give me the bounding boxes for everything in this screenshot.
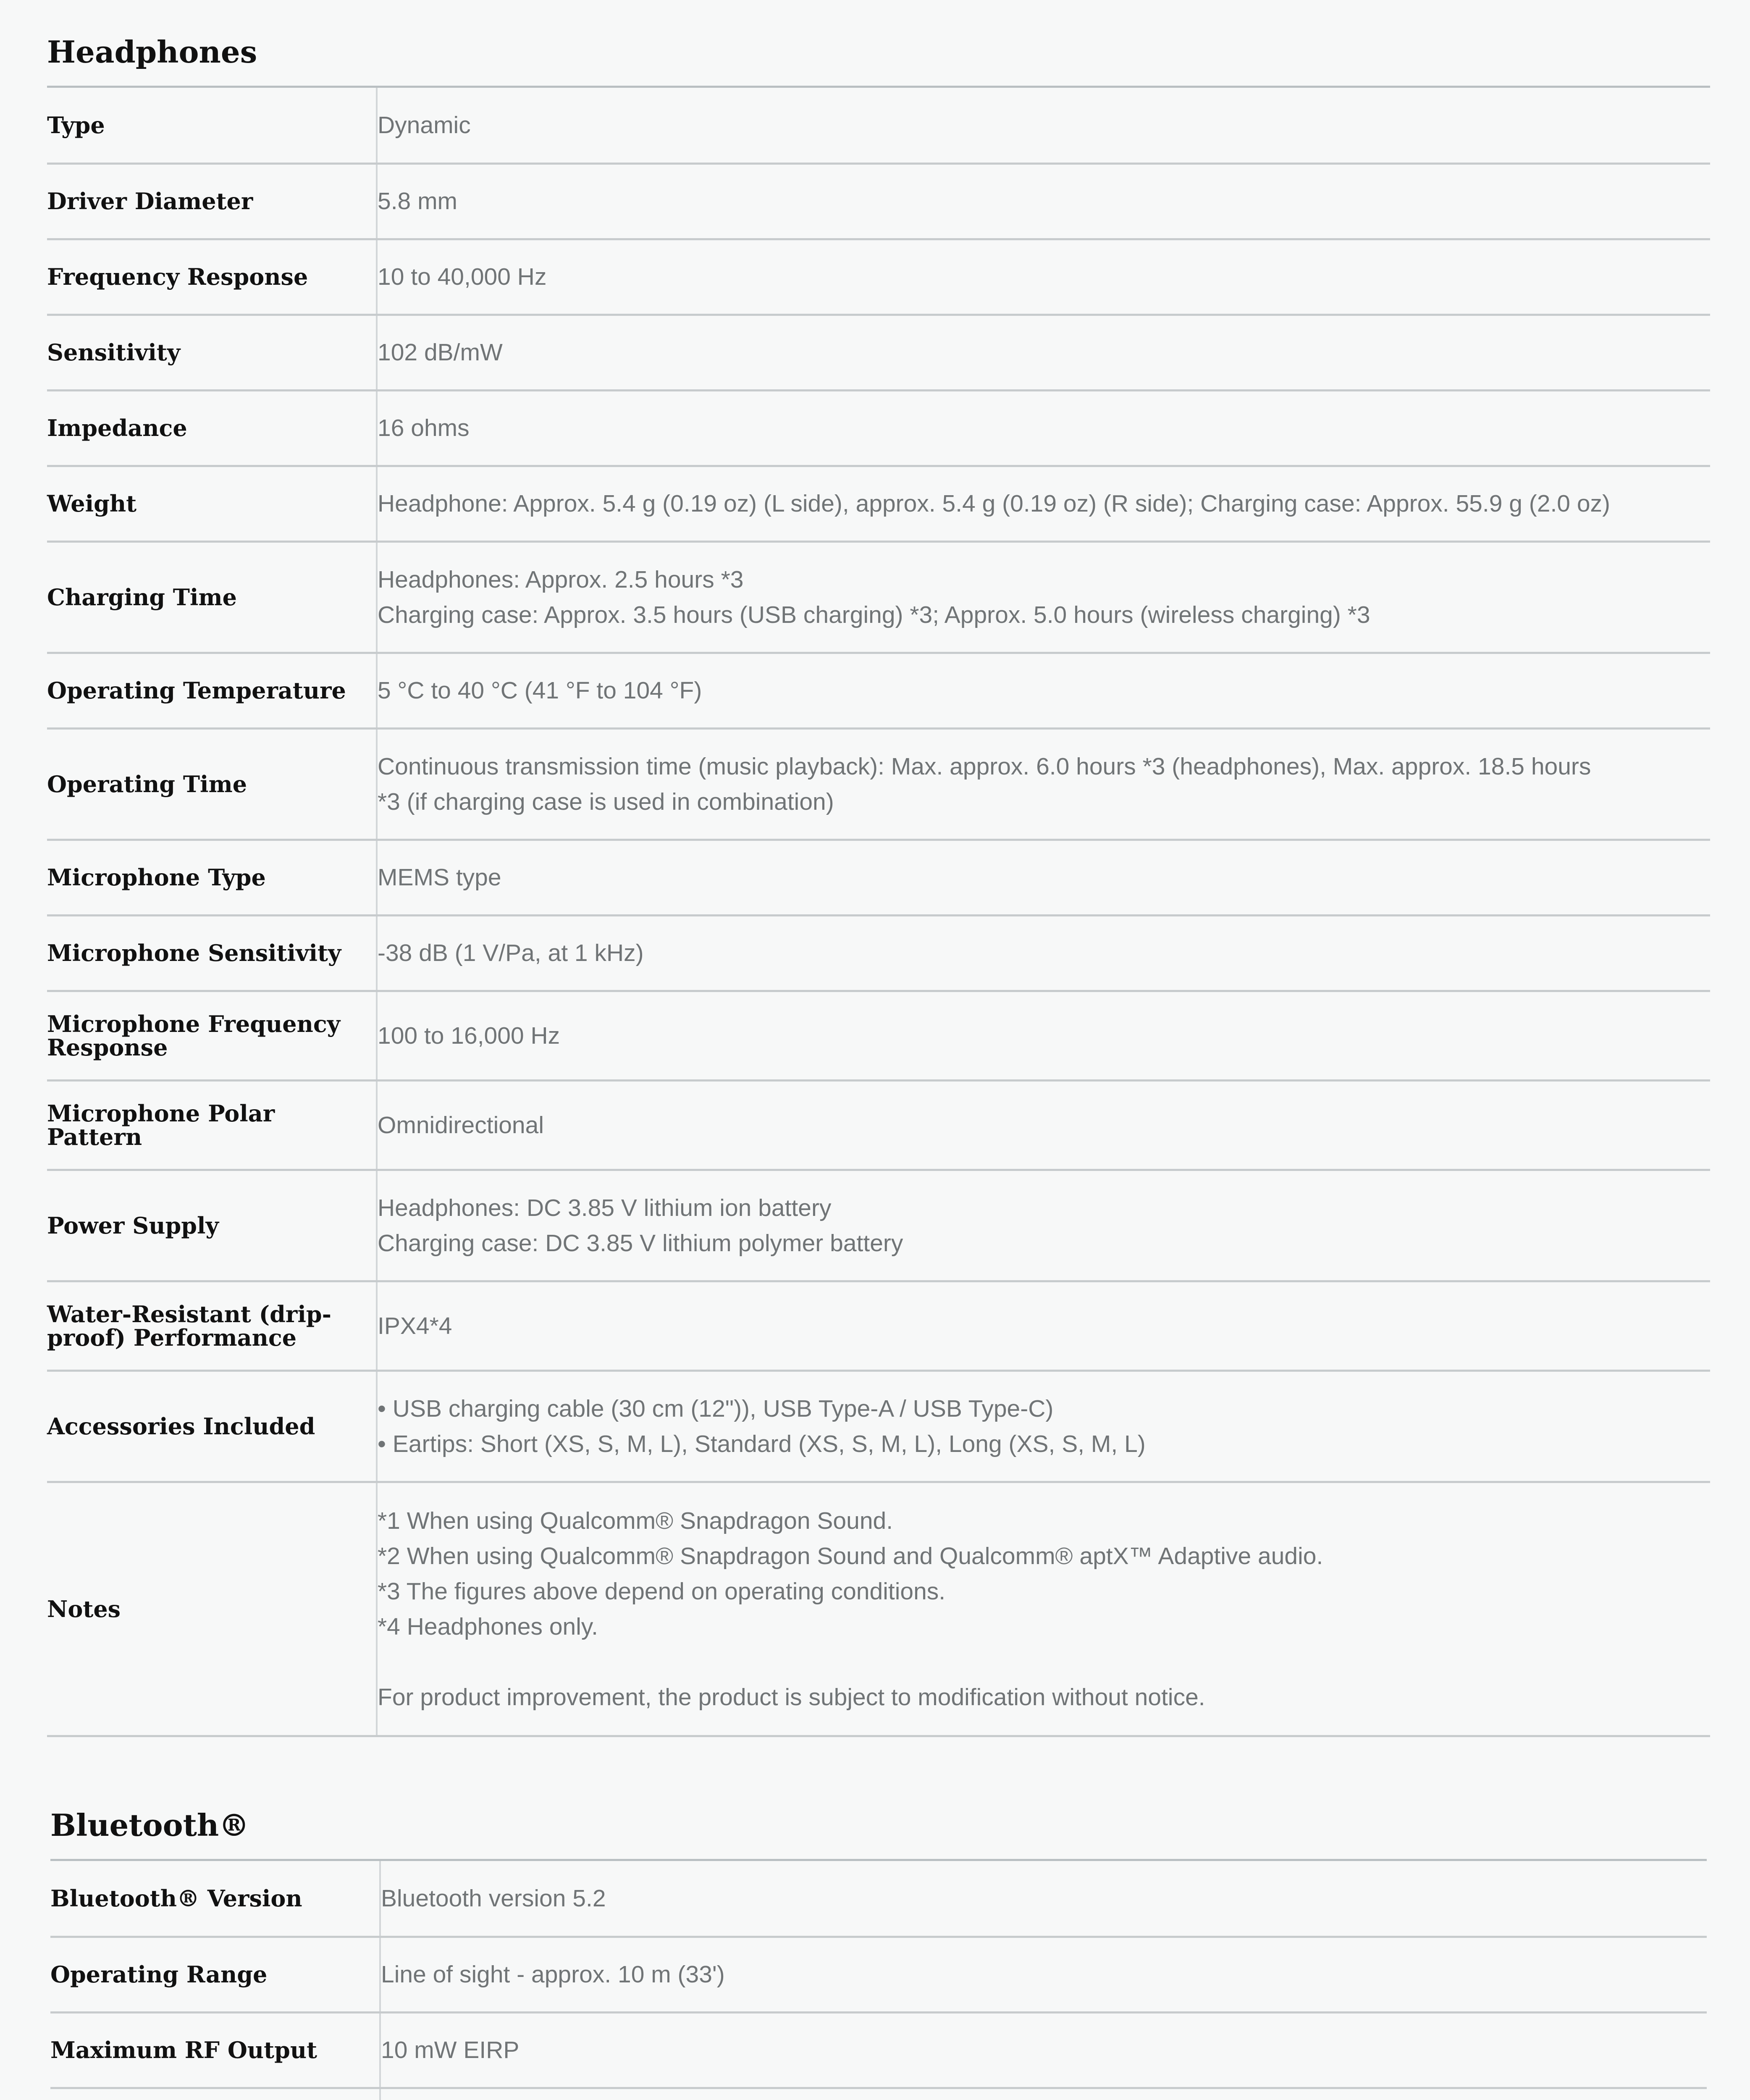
spec-row-charging-time (47, 541, 1710, 653)
spec-value (377, 1080, 1710, 1170)
spec-value-line: 100 to 16,000 Hz (378, 1022, 560, 1049)
spec-label: Sensitivity (47, 315, 377, 390)
spec-value (377, 239, 1710, 315)
spec-label: Driver Diameter (47, 163, 377, 239)
spec-row-bluetooth-version (50, 1861, 1707, 1937)
spec-value-line: IPX4*4 (378, 1312, 452, 1339)
spec-row-water-resistant-performance (47, 1281, 1710, 1370)
spec-value-line: Continuous transmission time (music playback): Max. approx. 6.0 hours *3 (headphones), Max. approx. 18.5 hours (378, 753, 1591, 780)
spec-label: Power Supply (47, 1170, 377, 1281)
spec-label: Impedance (47, 390, 377, 466)
headphones-section-title: Headphones (47, 37, 1710, 88)
spec-value (377, 466, 1710, 541)
spec-label: Accessories Included (47, 1370, 377, 1482)
spec-label: Operating Range (50, 1937, 380, 2012)
spec-value-line: Omnidirectional (378, 1111, 544, 1139)
spec-value-line: For product improvement, the product is subject to modification without notice. (378, 1683, 1205, 1711)
spec-value-line: Headphones: Approx. 2.5 hours *3 (378, 566, 744, 593)
spec-row-operating-temperature (47, 653, 1710, 728)
spec-value-line: Headphone: Approx. 5.4 g (0.19 oz) (L side), approx. 5.4 g (0.19 oz) (R side); Charging case: Approx. 55.9 g (2.0 oz) (378, 490, 1611, 517)
spec-label: Notes (47, 1482, 377, 1736)
spec-row-impedance (47, 390, 1710, 466)
spec-label: Microphone Polar Pattern (47, 1080, 377, 1170)
spec-value-line: MEMS type (378, 864, 501, 891)
spec-value-line: 5.8 mm (378, 188, 458, 215)
spec-value (380, 2088, 1707, 2100)
spec-row-frequency-response (47, 239, 1710, 315)
spec-value (377, 390, 1710, 466)
spec-row-operating-range (50, 1937, 1707, 2012)
spec-label: Operating Time (47, 728, 377, 840)
spec-value-line: • Eartips: Short (XS, S, M, L), Standard (XS, S, M, L), Long (XS, S, M, L) (378, 1430, 1146, 1457)
spec-row-microphone-frequency-response (47, 991, 1710, 1080)
spec-row-weight (47, 466, 1710, 541)
spec-value-line: *1 When using Qualcomm® Snapdragon Sound. (378, 1507, 893, 1534)
spec-value (377, 728, 1710, 840)
spec-row-sensitivity (47, 315, 1710, 390)
spec-row-microphone-sensitivity (47, 915, 1710, 991)
spec-value-line: 16 ohms (378, 415, 470, 441)
spec-value-line: Line of sight - approx. 10 m (33') (381, 1961, 725, 1988)
spec-label: Frequency Response (47, 239, 377, 315)
spec-value (380, 1937, 1707, 2012)
spec-row-accessories-included (47, 1370, 1710, 1482)
spec-value (377, 991, 1710, 1080)
spec-label: Microphone Frequency Response (47, 991, 377, 1080)
spec-value-line: 10 mW EIRP (381, 2037, 519, 2063)
spec-row-driver-diameter (47, 163, 1710, 239)
spec-row-frequency-band (50, 2088, 1707, 2100)
bluetooth-spec-table (50, 1861, 1707, 2100)
spec-value-line: Charging case: DC 3.85 V lithium polymer battery (378, 1229, 903, 1257)
spec-value (377, 315, 1710, 390)
spec-value-line: Dynamic (378, 111, 471, 139)
spec-value (377, 653, 1710, 728)
spec-label (50, 2088, 380, 2100)
spec-label: Charging Time (47, 541, 377, 653)
spec-label: Weight (47, 466, 377, 541)
spec-label: Operating Temperature (47, 653, 377, 728)
spec-value-line: *2 When using Qualcomm® Snapdragon Sound and Qualcomm® aptX™ Adaptive audio. (378, 1542, 1323, 1570)
spec-value (377, 163, 1710, 239)
spec-value-line: • USB charging cable (30 cm (12")), USB Type-A / USB Type-C) (378, 1395, 1054, 1422)
spec-label: Type (47, 88, 377, 163)
spec-value-line: Charging case: Approx. 3.5 hours (USB charging) *3; Approx. 5.0 hours (wireless charging) *3 (378, 601, 1370, 628)
spec-row-type (47, 88, 1710, 163)
spec-value (377, 1370, 1710, 1482)
spec-value-line: Headphones: DC 3.85 V lithium ion battery (378, 1194, 832, 1221)
headphones-section (47, 34, 1710, 1737)
spec-row-notes (47, 1482, 1710, 1736)
spec-value-spacer (378, 1644, 1710, 1680)
spec-row-microphone-type (47, 840, 1710, 915)
bluetooth-section (50, 1807, 1707, 2100)
spec-row-microphone-polar-pattern (47, 1080, 1710, 1170)
spec-value (377, 1482, 1710, 1736)
spec-value (380, 1861, 1707, 1937)
spec-value (377, 840, 1710, 915)
spec-row-operating-time (47, 728, 1710, 840)
spec-value-line: 10 to 40,000 Hz (378, 263, 547, 290)
spec-value-line: 5 °C to 40 °C (41 °F to 104 °F) (378, 677, 702, 704)
spec-row-maximum-rf-output (50, 2012, 1707, 2088)
spec-label: Maximum RF Output (50, 2012, 380, 2088)
spec-value (377, 88, 1710, 163)
spec-label: Microphone Type (47, 840, 377, 915)
spec-row-power-supply (47, 1170, 1710, 1281)
spec-label: Water-Resistant (drip-proof) Performance (47, 1281, 377, 1370)
headphones-spec-table (47, 88, 1710, 1737)
spec-value-line: -38 dB (1 V/Pa, at 1 kHz) (378, 940, 644, 966)
spec-value-line: *4 Headphones only. (378, 1613, 598, 1640)
spec-value-line: Bluetooth version 5.2 (381, 1885, 606, 1912)
spec-value-line: *3 The figures above depend on operating conditions. (378, 1578, 946, 1605)
spec-value (377, 541, 1710, 653)
spec-value (380, 2012, 1707, 2088)
spec-value-line: 102 dB/mW (378, 339, 503, 366)
spec-label: Microphone Sensitivity (47, 915, 377, 991)
spec-value (377, 915, 1710, 991)
bluetooth-section-title: Bluetooth® (50, 1810, 1707, 1861)
spec-value-line: *3 (if charging case is used in combination) (378, 788, 834, 815)
spec-value (377, 1170, 1710, 1281)
spec-value (377, 1281, 1710, 1370)
spec-label: Bluetooth® Version (50, 1861, 380, 1937)
